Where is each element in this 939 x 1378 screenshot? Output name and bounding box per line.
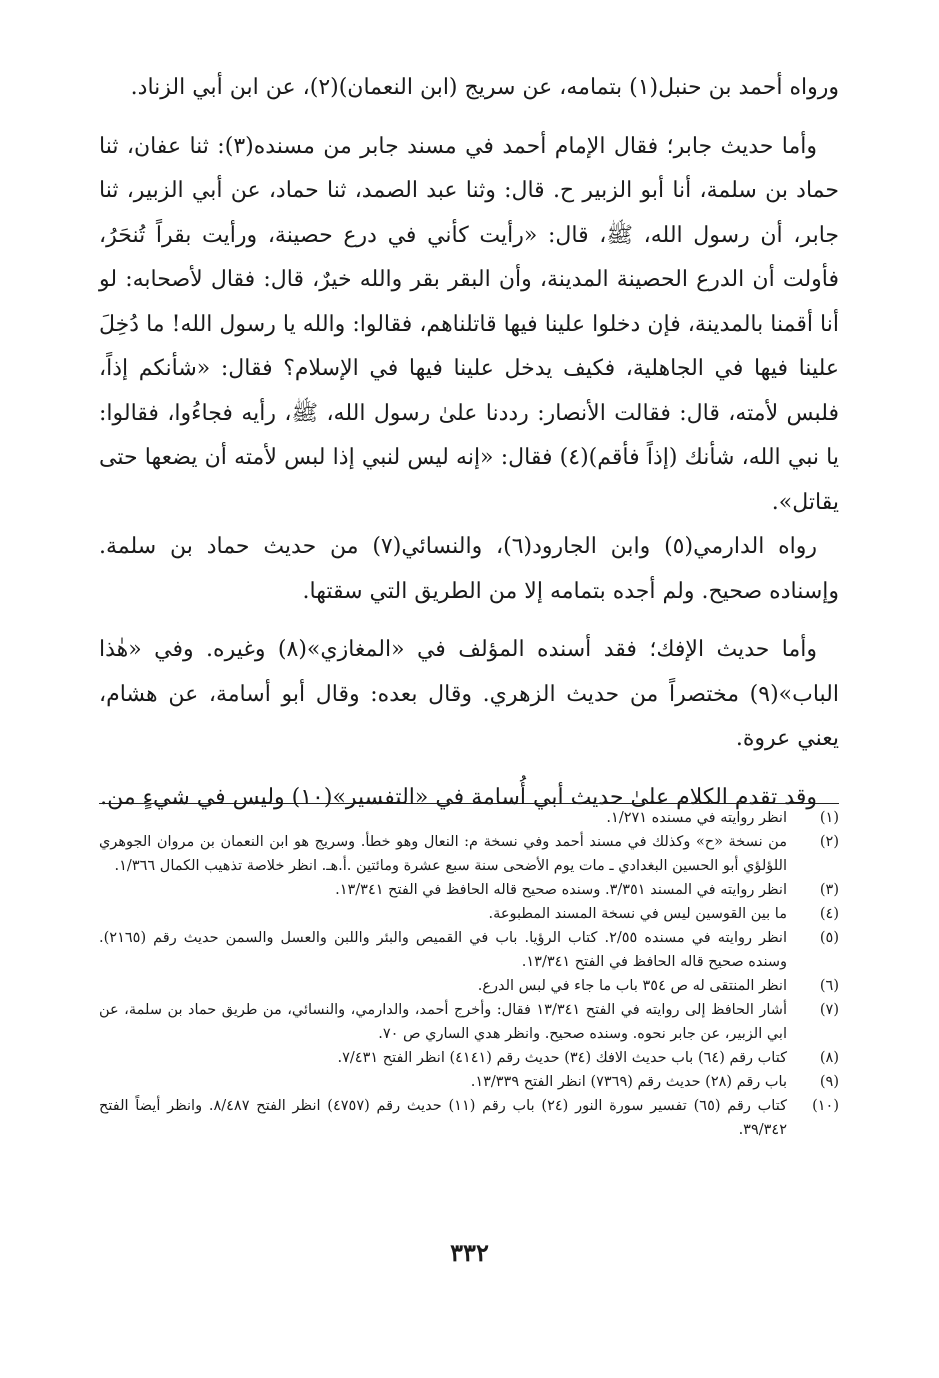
footnote-number: (١٠) — [812, 1098, 839, 1114]
paragraph-ahmad: ورواه أحمد بن حنبل(١) بتمامه، عن سريج (ابن النعمان)(٢)، عن ابن أبي الزناد. — [130, 75, 839, 100]
footnote-number: (٣) — [819, 882, 839, 898]
footnote-text: انظر المنتقى له ص ٣٥٤ باب ما جاء في لبس الدرع. — [477, 978, 787, 994]
footnote-text: باب رقم (٢٨) حديث رقم (٧٣٦٩) انظر الفتح ١٣/٣٣٩. — [470, 1074, 787, 1090]
footnote-number: (٩) — [819, 1074, 839, 1090]
main-text — [99, 66, 839, 820]
footnote-number: (١) — [819, 810, 839, 826]
footnote — [99, 926, 839, 974]
page-number: ٣٣٢ — [450, 1238, 489, 1267]
footnote-number: (٧) — [819, 1002, 839, 1018]
footnote-text: انظر روايته في مسنده ٢/٥٥. كتاب الرؤيا. باب في القميص والبئر واللبن والعسل والسمن حديث رقم (٢١٦٥). وسنده صحيح قاله الحافظ في الفتح ١٣/٣٤١. — [99, 930, 787, 970]
footnote — [99, 998, 839, 1046]
footnote — [99, 878, 839, 902]
footnote-number: (٤) — [819, 906, 839, 922]
footnote-number: (٢) — [819, 834, 839, 850]
footnote-text: انظر روايته في المسند ٣/٣٥١. وسنده صحيح قاله الحافظ في الفتح ١٣/٣٤١. — [335, 882, 787, 898]
footnote-text: من نسخة «ح» وكذلك في مسند أحمد وفي نسخة م: النعال وهو خطأ. وسريج هو ابن النعمان بن مروان الجوهري اللؤلؤي أبو الحسين البغدادي ـ مات يوم الأضحى سنة سبع عشرة ومائتين .أ.هـ. انظر خلاصة تذهيب الكمال ١/٣٦٦. — [99, 834, 787, 874]
footnote — [99, 1094, 839, 1142]
footnote — [99, 974, 839, 998]
footnote-text: كتاب رقم (٦٥) تفسير سورة النور (٢٤) باب رقم (١١) حديث رقم (٤٧٥٧) انظر الفتح ٨/٤٨٧. وانظر أيضاً الفتح ٣٩/٣٤٢. — [99, 1098, 787, 1138]
footnote-text: ما بين القوسين ليس في نسخة المسند المطبوعة. — [488, 906, 787, 922]
footnote-divider — [99, 803, 839, 804]
paragraph-ifk: وأما حديث الإفك؛ فقد أسنده المؤلف في «المغازي»(٨) وغيره. وفي «هٰذا الباب»(٩) مختصراً من حديث الزهري. وقال بعده: وقال أبو أسامة، عن هشام، يعني عروة. — [99, 637, 839, 751]
footnote-text: انظر روايته في مسنده ١/٢٧١. — [606, 810, 787, 826]
footnote-text: أشار الحافظ إلى روايته في الفتح ١٣/٣٤١ فقال: وأخرج أحمد، والدارمي، والنسائي، من طريق حماد بن سلمة، عن ابي الزبير، عن جابر نحوه. وسنده صحيح. وانظر هدي الساري ص ٧٠. — [99, 1002, 787, 1042]
footnote-text: كتاب رقم (٦٤) باب حديث الافك (٣٤) حديث رقم (٤١٤١) انظر الفتح ٧/٤٣١. — [337, 1050, 787, 1066]
footnote — [99, 902, 839, 926]
paragraph-jabir: وأما حديث جابر؛ فقال الإمام أحمد في مسند جابر من مسنده(٣): ثنا عفان، ثنا حماد بن سلمة، أنا أبو الزبير ح. قال: وثنا عبد الصمد، ثنا حماد، عن أبي الزبير، ثنا جابر، أن رسول الله، ﷺ، قال: «رأيت كأني في درع حصينة، ورأيت بقراً تُنحَرُ، فأولت أن الدرع الحصينة المدينة، وأن البقر بقر والله خيرٌ، قال: فقال لأصحابه: لو أنا أقمنا بالمدينة، فإن دخلوا علينا فيها قاتلناهم، فقالوا: والله يا رسول الله! ما دُخِلَ علينا فيها في الجاهلية، فكيف يدخل علينا فيها في الإسلام؟ فقال: «شأنكم إذاً، فلبس لأمته، قال: فقالت الأنصار: رددنا علىٰ رسول الله، ﷺ، رأيه فجاءُوا، فقالوا: يا نبي الله، شأنك (إذاً فأقم)(٤) فقال: «إنه ليس لنبي إذا لبس لأمته أن يضعها حتى يقاتل». — [99, 133, 840, 515]
footnote-number: (٥) — [819, 930, 839, 946]
footnote — [99, 806, 839, 830]
footnote — [99, 1070, 839, 1094]
paragraph-narrators: رواه الدارمي(٥) وابن الجارود(٦)، والنسائي(٧) من حديث حماد بن سلمة. وإسناده صحيح. ولم أجده بتمامه إلا من الطريق التي سقتها. — [99, 534, 839, 604]
footnote-number: (٨) — [819, 1050, 839, 1066]
footnote-number: (٦) — [819, 978, 839, 994]
paragraph-usama: وقد تقدم الكلام علىٰ حديث أبي أُسامة في «التفسير»(١٠) وليس في شيءٍ من. — [100, 784, 817, 810]
footnote — [99, 1046, 839, 1070]
footnote — [99, 830, 839, 878]
footnotes — [99, 806, 839, 1142]
